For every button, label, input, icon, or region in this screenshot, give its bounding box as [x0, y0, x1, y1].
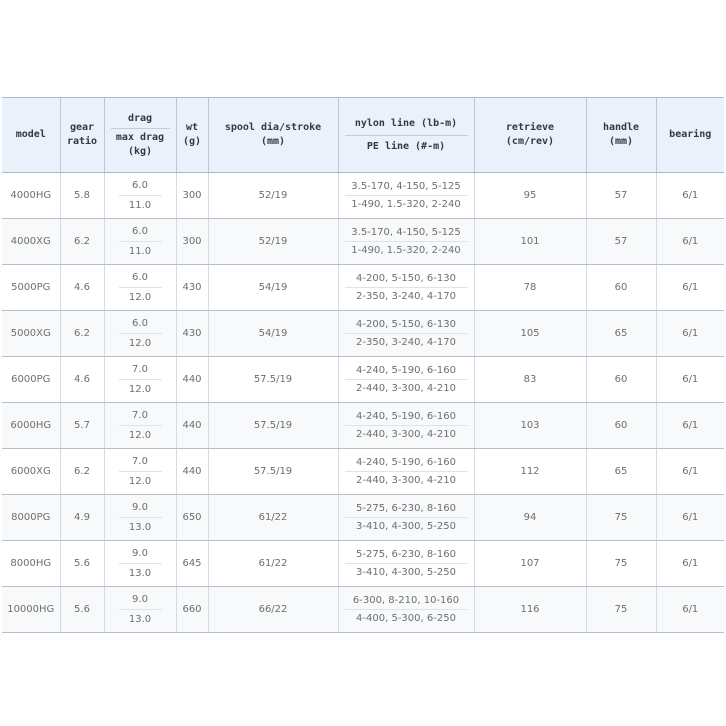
cell-drag-value: 9.0 — [119, 500, 162, 518]
cell-weight: 430 — [176, 311, 208, 357]
cell-pe-line: 2-350, 3-240, 4-170 — [356, 337, 456, 348]
cell-drag — [104, 311, 176, 357]
cell-max-drag-value: 13.0 — [128, 522, 152, 533]
cell-handle: 75 — [586, 541, 656, 587]
cell-model: 6000HG — [2, 403, 60, 449]
cell-drag-value: 9.0 — [119, 592, 162, 610]
cell-gear-ratio: 5.7 — [60, 403, 104, 449]
cell-nylon-line: 4-200, 5-150, 6-130 — [345, 317, 468, 334]
cell-spool: 66/22 — [208, 587, 338, 633]
cell-line-capacity — [338, 495, 474, 541]
spec-table — [2, 97, 724, 633]
cell-pe-line: 3-410, 4-300, 5-250 — [356, 567, 456, 578]
cell-bearing: 6/1 — [656, 311, 724, 357]
cell-handle: 65 — [586, 449, 656, 495]
header-drag: drag max drag (kg) — [104, 98, 176, 173]
cell-pe-line: 2-350, 3-240, 4-170 — [356, 291, 456, 302]
table-row — [2, 541, 724, 587]
cell-pe-line: 2-440, 3-300, 4-210 — [356, 383, 456, 394]
cell-spool: 61/22 — [208, 541, 338, 587]
cell-handle: 57 — [586, 173, 656, 219]
cell-drag-value: 6.0 — [119, 178, 162, 196]
cell-line-capacity — [338, 311, 474, 357]
cell-drag-value: 7.0 — [119, 454, 162, 472]
cell-weight: 300 — [176, 219, 208, 265]
cell-pe-line: 4-400, 5-300, 6-250 — [356, 613, 456, 624]
header-row — [2, 98, 724, 173]
cell-retrieve: 78 — [474, 265, 586, 311]
cell-bearing: 6/1 — [656, 219, 724, 265]
cell-handle: 60 — [586, 357, 656, 403]
cell-spool: 54/19 — [208, 311, 338, 357]
cell-weight: 645 — [176, 541, 208, 587]
cell-line-capacity — [338, 357, 474, 403]
cell-spool: 52/19 — [208, 173, 338, 219]
cell-pe-line: 2-440, 3-300, 4-210 — [356, 475, 456, 486]
cell-nylon-line: 6-300, 8-210, 10-160 — [345, 593, 468, 610]
cell-model: 8000HG — [2, 541, 60, 587]
header-spool: spool dia/stroke (mm) — [208, 98, 338, 173]
cell-max-drag-value: 13.0 — [128, 568, 152, 579]
cell-spool: 52/19 — [208, 219, 338, 265]
cell-drag — [104, 357, 176, 403]
cell-handle: 65 — [586, 311, 656, 357]
table-row — [2, 495, 724, 541]
cell-pe-line: 1-490, 1.5-320, 2-240 — [351, 199, 461, 210]
cell-retrieve: 103 — [474, 403, 586, 449]
cell-line-capacity — [338, 219, 474, 265]
cell-model: 6000PG — [2, 357, 60, 403]
cell-weight: 430 — [176, 265, 208, 311]
table-row — [2, 403, 724, 449]
cell-bearing: 6/1 — [656, 265, 724, 311]
cell-spool: 57.5/19 — [208, 449, 338, 495]
cell-nylon-line: 3.5-170, 4-150, 5-125 — [345, 225, 468, 242]
cell-max-drag-value: 12.0 — [128, 430, 152, 441]
table-row — [2, 587, 724, 633]
cell-spool: 61/22 — [208, 495, 338, 541]
cell-handle: 60 — [586, 265, 656, 311]
cell-model: 10000HG — [2, 587, 60, 633]
cell-nylon-line: 5-275, 6-230, 8-160 — [345, 501, 468, 518]
header-gear-ratio: gear ratio — [60, 98, 104, 173]
cell-spool: 57.5/19 — [208, 357, 338, 403]
cell-bearing: 6/1 — [656, 449, 724, 495]
cell-max-drag-value: 12.0 — [128, 476, 152, 487]
cell-spool: 54/19 — [208, 265, 338, 311]
table-row — [2, 173, 724, 219]
cell-line-capacity — [338, 541, 474, 587]
header-bearing: bearing — [656, 98, 724, 173]
cell-drag — [104, 587, 176, 633]
cell-gear-ratio: 6.2 — [60, 311, 104, 357]
cell-model: 4000HG — [2, 173, 60, 219]
cell-drag-value: 6.0 — [119, 316, 162, 334]
cell-retrieve: 101 — [474, 219, 586, 265]
cell-max-drag-value: 11.0 — [128, 246, 152, 257]
cell-gear-ratio: 4.6 — [60, 265, 104, 311]
cell-model: 5000XG — [2, 311, 60, 357]
header-retrieve: retrieve (cm/rev) — [474, 98, 586, 173]
header-line-capacity: nylon line (lb-m) PE line (#-m) — [338, 98, 474, 173]
cell-drag — [104, 403, 176, 449]
cell-weight: 440 — [176, 449, 208, 495]
cell-drag-value: 9.0 — [119, 546, 162, 564]
cell-max-drag-value: 12.0 — [128, 292, 152, 303]
cell-line-capacity — [338, 265, 474, 311]
cell-gear-ratio: 5.6 — [60, 541, 104, 587]
cell-retrieve: 112 — [474, 449, 586, 495]
cell-gear-ratio: 5.6 — [60, 587, 104, 633]
cell-model: 4000XG — [2, 219, 60, 265]
cell-gear-ratio: 4.6 — [60, 357, 104, 403]
cell-max-drag-value: 12.0 — [128, 384, 152, 395]
cell-retrieve: 95 — [474, 173, 586, 219]
cell-drag — [104, 449, 176, 495]
header-weight: wt (g) — [176, 98, 208, 173]
cell-max-drag-value: 13.0 — [128, 614, 152, 625]
cell-line-capacity — [338, 403, 474, 449]
cell-drag-value: 6.0 — [119, 224, 162, 242]
cell-model: 8000PG — [2, 495, 60, 541]
cell-pe-line: 3-410, 4-300, 5-250 — [356, 521, 456, 532]
cell-retrieve: 83 — [474, 357, 586, 403]
cell-retrieve: 107 — [474, 541, 586, 587]
header-model: model — [2, 98, 60, 173]
cell-weight: 650 — [176, 495, 208, 541]
cell-handle: 75 — [586, 495, 656, 541]
cell-drag — [104, 541, 176, 587]
cell-line-capacity — [338, 173, 474, 219]
cell-drag-value: 7.0 — [119, 408, 162, 426]
cell-nylon-line: 4-240, 5-190, 6-160 — [345, 455, 468, 472]
cell-weight: 660 — [176, 587, 208, 633]
cell-bearing: 6/1 — [656, 173, 724, 219]
cell-gear-ratio: 6.2 — [60, 449, 104, 495]
cell-line-capacity — [338, 449, 474, 495]
cell-weight: 300 — [176, 173, 208, 219]
spec-table-body — [2, 173, 724, 633]
cell-nylon-line: 4-200, 5-150, 6-130 — [345, 271, 468, 288]
cell-line-capacity — [338, 587, 474, 633]
cell-pe-line: 1-490, 1.5-320, 2-240 — [351, 245, 461, 256]
cell-bearing: 6/1 — [656, 495, 724, 541]
cell-gear-ratio: 5.8 — [60, 173, 104, 219]
cell-bearing: 6/1 — [656, 403, 724, 449]
cell-max-drag-value: 12.0 — [128, 338, 152, 349]
cell-weight: 440 — [176, 357, 208, 403]
cell-spool: 57.5/19 — [208, 403, 338, 449]
cell-gear-ratio: 6.2 — [60, 219, 104, 265]
cell-bearing: 6/1 — [656, 357, 724, 403]
cell-retrieve: 116 — [474, 587, 586, 633]
table-row — [2, 357, 724, 403]
cell-handle: 57 — [586, 219, 656, 265]
cell-drag — [104, 495, 176, 541]
cell-bearing: 6/1 — [656, 587, 724, 633]
cell-drag-value: 6.0 — [119, 270, 162, 288]
header-handle: handle (mm) — [586, 98, 656, 173]
cell-drag — [104, 173, 176, 219]
cell-handle: 75 — [586, 587, 656, 633]
cell-drag — [104, 219, 176, 265]
cell-bearing: 6/1 — [656, 541, 724, 587]
table-row — [2, 219, 724, 265]
cell-nylon-line: 4-240, 5-190, 6-160 — [345, 363, 468, 380]
cell-model: 6000XG — [2, 449, 60, 495]
cell-retrieve: 94 — [474, 495, 586, 541]
cell-nylon-line: 4-240, 5-190, 6-160 — [345, 409, 468, 426]
cell-gear-ratio: 4.9 — [60, 495, 104, 541]
cell-max-drag-value: 11.0 — [128, 200, 152, 211]
cell-retrieve: 105 — [474, 311, 586, 357]
cell-drag-value: 7.0 — [119, 362, 162, 380]
cell-model: 5000PG — [2, 265, 60, 311]
cell-drag — [104, 265, 176, 311]
table-row — [2, 265, 724, 311]
table-row — [2, 311, 724, 357]
cell-nylon-line: 3.5-170, 4-150, 5-125 — [345, 179, 468, 196]
cell-pe-line: 2-440, 3-300, 4-210 — [356, 429, 456, 440]
cell-weight: 440 — [176, 403, 208, 449]
cell-nylon-line: 5-275, 6-230, 8-160 — [345, 547, 468, 564]
table-row — [2, 449, 724, 495]
cell-handle: 60 — [586, 403, 656, 449]
